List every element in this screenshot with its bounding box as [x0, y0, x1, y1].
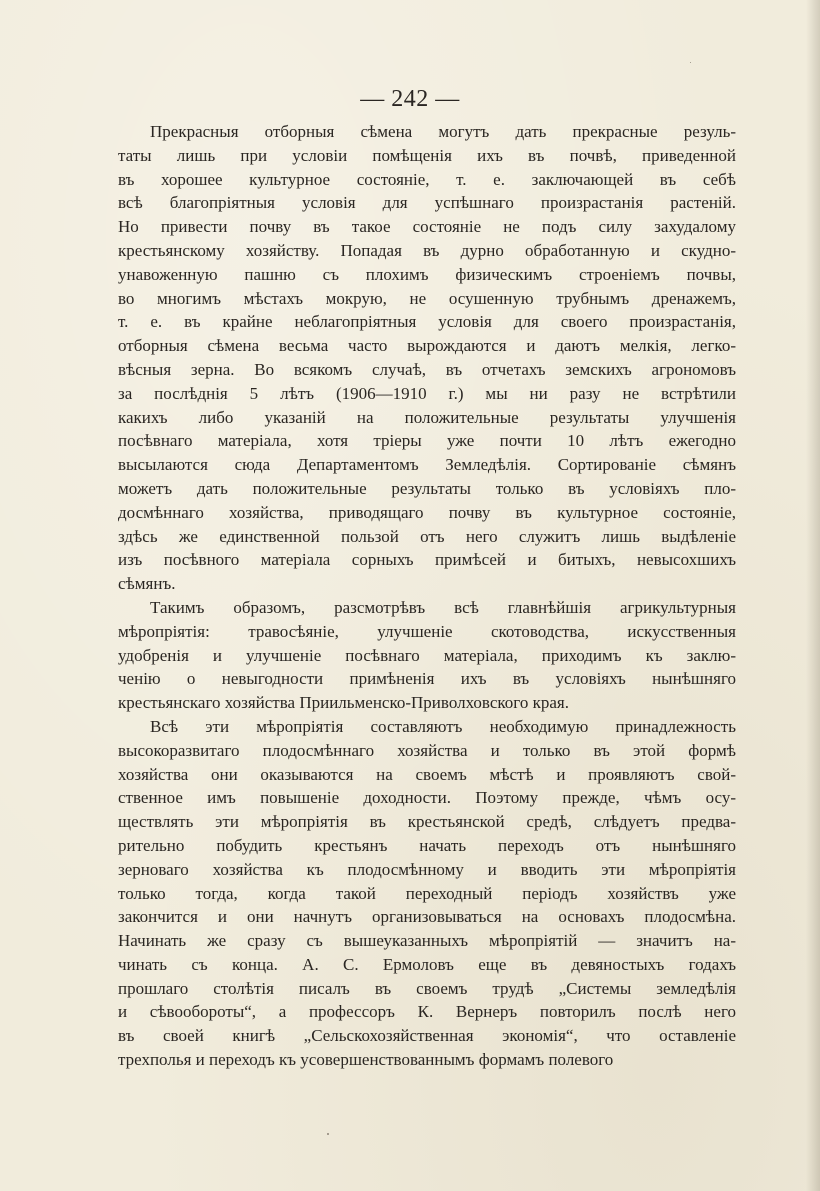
text-line: рительно побудить крестьянъ начать переходъ отъ нынѣшняго — [118, 835, 736, 855]
text-line: т. е. въ крайне неблагопріятныя условія для своего произрастанія, — [118, 312, 736, 332]
text-line: изъ посѣвного матеріала сорныхъ примѣсей и битыхъ, невысохшихъ — [118, 550, 736, 570]
text-line: ществлять эти мѣропріятія въ крестьянской средѣ, слѣдуетъ предва- — [118, 812, 736, 832]
text-line: вѣсныя зерна. Во всякомъ случаѣ, въ отчетахъ земскихъ агрономовъ — [118, 359, 736, 379]
text-line: Такимъ образомъ, разсмотрѣвъ всѣ главнѣйшія агрикультурныя — [150, 597, 736, 617]
text-line: чинать съ конца. А. С. Ермоловъ еще въ девяностыхъ годахъ — [118, 954, 736, 974]
text-line: унавоженную пашню съ плохимъ физическимъ строеніемъ почвы, — [118, 264, 736, 284]
text-line: въ хорошее культурное состояніе, т. е. заключающей въ себѣ — [118, 169, 736, 189]
text-line: только тогда, когда такой переходный періодъ хозяйствъ уже — [118, 883, 736, 903]
text-line: высылаются сюда Департаментомъ Земледѣлія. Сортированіе сѣмянъ — [118, 455, 736, 475]
text-line: крестьянскаго хозяйства Приильменско-Приволховского края. — [118, 693, 569, 713]
paragraph-3 — [118, 715, 736, 1072]
text-line: ственное имъ повышеніе доходности. Поэтому прежде, чѣмъ осу- — [118, 788, 736, 808]
text-line: зерноваго хозяйства къ плодосмѣнному и вводить эти мѣропріятія — [118, 859, 736, 879]
text-line: Прекрасныя отборныя сѣмена могутъ дать прекрасные резуль- — [150, 122, 736, 141]
text-line: въ своей книгѣ „Сельскохозяйственная экономія“, что оставленіе — [118, 1026, 736, 1046]
text-line: Всѣ эти мѣропріятія составляютъ необходимую принадлежность — [150, 716, 736, 736]
paragraph-2 — [118, 596, 736, 715]
text-line: высокоразвитаго плодосмѣннаго хозяйства и только въ этой формѣ — [118, 740, 736, 760]
text-line: сѣмянъ. — [118, 574, 176, 594]
paper-speck — [327, 1133, 329, 1135]
text-line: Начинать же сразу съ вышеуказанныхъ мѣропріятій — значитъ на- — [118, 931, 736, 951]
text-line: и сѣвообороты“, а профессоръ К. Вернеръ повторилъ послѣ него — [118, 1002, 736, 1022]
text-line: крестьянскому хозяйству. Попадая въ дурно обработанную и скудно- — [118, 240, 736, 260]
text-line: таты лишь при условіи помѣщенія ихъ въ почвѣ, приведенной — [118, 145, 736, 165]
page-number: — 242 — — [360, 86, 460, 112]
text-line: во многимъ мѣстахъ мокрую, не осушенную трубнымъ дренажемъ, — [118, 288, 736, 308]
text-line: посѣвнаго матеріала, хотя тріеры уже почти 10 лѣтъ ежегодно — [118, 431, 736, 451]
text-line: за послѣднія 5 лѣтъ (1906—1910 г.) мы ни разу не встрѣтили — [118, 383, 736, 403]
text-line: удобренія и улучшеніе посѣвнаго матеріала, приходимъ къ заклю- — [118, 645, 736, 665]
text-line: ченію о невыгодности примѣненія ихъ въ условіяхъ нынѣшняго — [118, 669, 736, 689]
paragraph-1 — [118, 120, 736, 596]
text-line: закончится и они начнутъ организовываться на основахъ плодосмѣна. — [118, 907, 736, 927]
text-line: Но привести почву въ такое состояніе не подъ силу захудалому — [118, 217, 736, 237]
page-edge-shadow — [806, 0, 820, 1191]
text-line: можетъ дать положительные результаты только въ условіяхъ пло- — [118, 478, 736, 498]
text-line: здѣсь же единственной пользой отъ него служитъ лишь выдѣленіе — [118, 526, 736, 546]
text-line: досмѣннаго хозяйства, приводящаго почву въ культурное состояніе, — [118, 502, 736, 522]
text-line: прошлаго столѣтія писалъ въ своемъ трудѣ „Системы земледѣлія — [118, 978, 736, 998]
text-line: всѣ благопріятныя условія для успѣшнаго произрастанія растеній. — [118, 193, 736, 213]
paper-speck — [690, 62, 691, 63]
text-line: отборныя сѣмена весьма часто вырождаются и даютъ мелкія, легко- — [118, 336, 736, 356]
text-line: мѣропріятія: травосѣяніе, улучшеніе скотоводства, искусственныя — [118, 621, 736, 641]
text-line: какихъ либо указаній на положительные результаты улучшенія — [118, 407, 736, 427]
text-line: хозяйства они оказываются на своемъ мѣстѣ и проявляютъ свой- — [118, 764, 736, 784]
text-block — [118, 120, 736, 1072]
text-line: трехполья и переходъ къ усовершенствованнымъ формамъ полевого — [118, 1050, 614, 1070]
